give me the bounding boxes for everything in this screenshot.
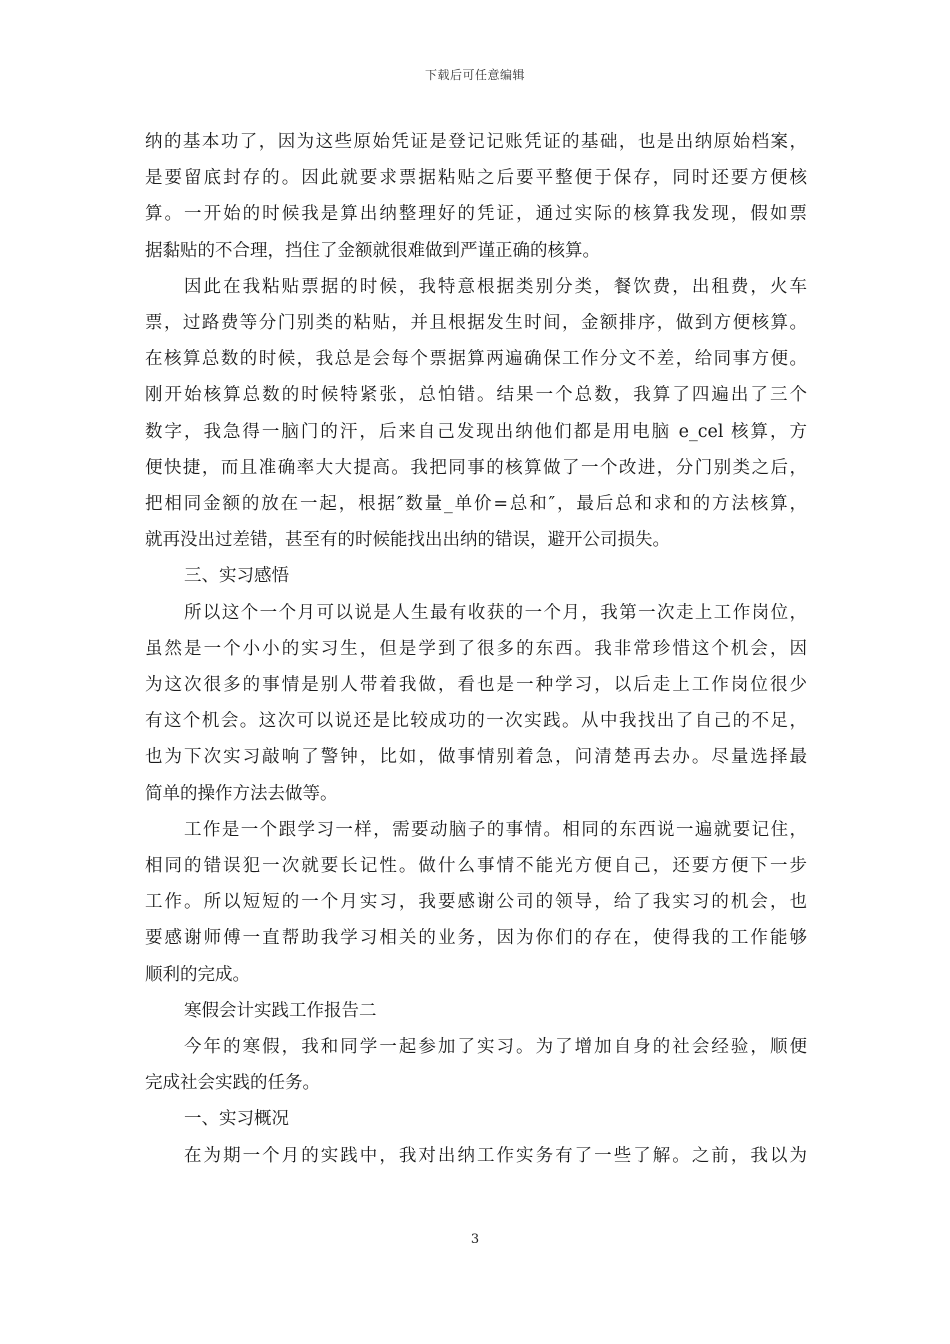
text-line: 便快捷，而且准确率大大提高。我把同事的核算做了一个改进，分门别类之后， <box>145 457 807 478</box>
text-line: 票，过路费等分门别类的粘贴，并且根据发生时间，金额排序，做到方便核算。 <box>145 313 807 334</box>
text-line: 一、实习概况 <box>184 1109 289 1130</box>
text-line: 有这个机会。这次可以说还是比较成功的一次实践。从中我找出了自己的不足， <box>145 711 807 732</box>
page-number: 3 <box>470 1232 480 1247</box>
text-line: 数字，我急得一脑门的汗，后来自己发现出纳他们都是用电脑 e_cel 核算，方 <box>145 421 807 442</box>
text-line: 刚开始核算总数的时候特紧张，总怕错。结果一个总数，我算了四遍出了三个 <box>145 385 807 406</box>
text-line: 今年的寒假，我和同学一起参加了实习。为了增加自身的社会经验，顺便 <box>184 1037 807 1058</box>
text-line: 工作。所以短短的一个月实习，我要感谢公司的领导，给了我实习的机会，也 <box>145 892 807 913</box>
text-line: 要感谢师傅一直帮助我学习相关的业务，因为你们的存在，使得我的工作能够 <box>145 928 807 949</box>
text-line: 算。一开始的时候我是算出纳整理好的凭证，通过实际的核算我发现，假如票 <box>145 204 807 225</box>
text-line: 也为下次实习敲响了警钟，比如，做事情别着急，问清楚再去办。尽量选择最 <box>145 747 807 768</box>
text-line: 简单的操作方法去做等。 <box>145 783 338 804</box>
text-line: 顺利的完成。 <box>145 964 250 985</box>
text-line: 为这次很多的事情是别人带着我做，看也是一种学习，以后走上工作岗位很少 <box>145 675 807 696</box>
text-line: 相同的错误犯一次就要长记性。做什么事情不能光方便自己，还要方便下一步 <box>145 856 807 877</box>
text-line: 纳的基本功了，因为这些原始凭证是登记记账凭证的基础，也是出纳原始档案， <box>145 132 807 152</box>
text-line: 把相同金额的放在一起，根据″数量_单价=总和″，最后总和求和的方法核算， <box>145 494 807 515</box>
text-line: 所以这个一个月可以说是人生最有收获的一个月，我第一次走上工作岗位， <box>184 602 807 623</box>
text-line: 据黏贴的不合理，挡住了金额就很难做到严谨正确的核算。 <box>145 240 600 261</box>
text-line: 因此在我粘贴票据的时候，我特意根据类别分类，餐饮费，出租费，火车 <box>184 276 807 297</box>
text-line: 是要留底封存的。因此就要求票据粘贴之后要平整便于保存，同时还要方便核 <box>145 168 807 189</box>
text-line: 在核算总数的时候，我总是会每个票据算两遍确保工作分文不差，给同事方便。 <box>145 349 807 370</box>
text-line: 在为期一个月的实践中，我对出纳工作实务有了一些了解。之前，我以为 <box>184 1145 807 1166</box>
text-line: 虽然是一个小小的实习生，但是学到了很多的东西。我非常珍惜这个机会，因 <box>145 638 807 659</box>
text-line: 三、实习感悟 <box>184 566 289 587</box>
document-body <box>145 124 807 1174</box>
text-line: 工作是一个跟学习一样，需要动脑子的事情。相同的东西说一遍就要记住， <box>184 819 807 840</box>
text-line: 寒假会计实践工作报告二 <box>184 1000 377 1021</box>
page-header: 下载后可任意编辑 <box>424 68 525 82</box>
text-line: 完成社会实践的任务。 <box>145 1073 320 1094</box>
text-line: 就再没出过差错，甚至有的时候能找出出纳的错误，避开公司损失。 <box>145 530 670 551</box>
